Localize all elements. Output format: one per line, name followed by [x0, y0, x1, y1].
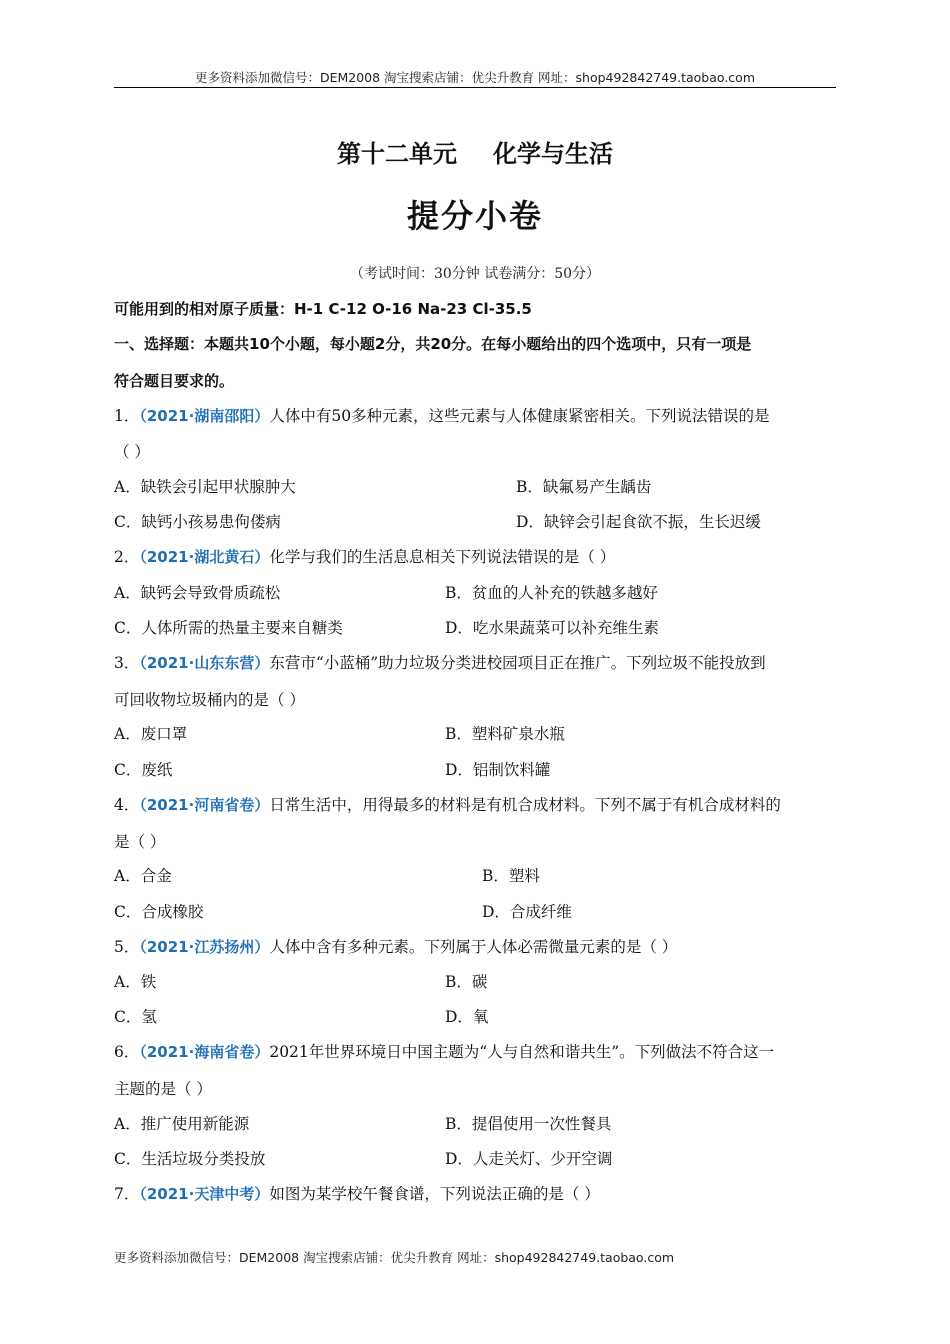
option-d: D．铝制饮料罐: [445, 761, 551, 779]
option-d: D．吃水果蔬菜可以补充维生素: [445, 619, 659, 637]
question-number: 7．: [114, 1185, 140, 1203]
option-a: A．铁: [114, 973, 157, 991]
question-6-cont: 主题的是（ ）: [114, 1080, 212, 1098]
question-3-cont: 可回收物垃圾桶内的是（ ）: [114, 691, 305, 709]
option-b: B．提倡使用一次性餐具: [445, 1115, 612, 1133]
question-source: （2021·海南省卷）: [139, 1043, 270, 1061]
option-a: A．推广使用新能源: [114, 1115, 250, 1133]
question-text: 化学与我们的生活息息相关下列说法错误的是（ ）: [269, 548, 616, 566]
question-text: 2021年世界环境日中国主题为“人与自然和谐共生”。下列做法不符合这一: [269, 1043, 775, 1061]
question-4: [114, 793, 781, 815]
question-4-cont: 是（ ）: [114, 833, 166, 851]
option-c: C．人体所需的热量主要来自糖类: [114, 619, 343, 637]
question-source: （2021·湖南邵阳）: [139, 407, 270, 425]
question-number: 6．: [114, 1043, 140, 1061]
option-c: C．缺钙小孩易患佝偻病: [114, 513, 281, 531]
question-text: 日常生活中，用得最多的材料是有机合成材料。下列不属于有机合成材料的: [269, 796, 781, 814]
unit-title: [0, 134, 950, 169]
question-3: [114, 651, 766, 673]
option-c: C．生活垃圾分类投放: [114, 1150, 266, 1168]
option-d: D．人走关灯、少开空调: [445, 1150, 613, 1168]
atomic-mass-line: 可能用到的相对原子质量：H-1 C-12 O-16 Na-23 Cl-35.5: [114, 300, 532, 318]
option-c: C．合成橡胶: [114, 903, 204, 921]
option-b: B．碳: [445, 973, 488, 991]
option-d: D．缺锌会引起食欲不振，生长迟缓: [516, 513, 761, 531]
question-number: 2．: [114, 548, 140, 566]
page-header: 更多资料添加微信号：DEM2008 淘宝搜索店铺：优尖升教育 网址：shop492842749.taobao.com: [194, 70, 756, 85]
question-source: （2021·江苏扬州）: [139, 938, 270, 956]
option-c: C．氢: [114, 1008, 157, 1026]
option-b: B．塑料矿泉水瓶: [445, 725, 565, 743]
question-7: [114, 1182, 600, 1204]
option-a: A．缺钙会导致骨质疏松: [114, 584, 281, 602]
unit-label: 第十二单元: [337, 140, 457, 168]
question-number: 3．: [114, 654, 140, 672]
option-a: A．合金: [114, 867, 172, 885]
question-number: 5．: [114, 938, 140, 956]
option-b: B．缺氟易产生龋齿: [516, 478, 652, 496]
question-source: （2021·湖北黄石）: [139, 548, 270, 566]
question-text: 东营市“小蓝桶”助力垃圾分类进校园项目正在推广。下列垃圾不能投放到: [269, 654, 766, 672]
page-footer: 更多资料添加微信号：DEM2008 淘宝搜索店铺：优尖升教育 网址：shop492842749.taobao.com: [114, 1250, 675, 1265]
option-d: D．合成纤维: [482, 903, 572, 921]
question-source: （2021·河南省卷）: [139, 796, 270, 814]
option-d: D．氧: [445, 1008, 489, 1026]
section-heading-cont: 符合题目要求的。: [114, 372, 235, 390]
section-heading: 一、选择题：本题共10个小题，每小题2分，共20分。在每小题给出的四个选项中，只有一项是: [114, 335, 752, 353]
header-divider: [114, 87, 836, 88]
question-text: 人体中有50多种元素，这些元素与人体健康紧密相关。下列说法错误的是: [269, 407, 770, 425]
question-source: （2021·山东东营）: [139, 654, 270, 672]
question-number: 4．: [114, 796, 140, 814]
question-1-blank: （ ）: [114, 443, 150, 461]
question-number: 1．: [114, 407, 140, 425]
question-6: [114, 1040, 774, 1062]
question-text: 人体中含有多种元素。下列属于人体必需微量元素的是（ ）: [269, 938, 678, 956]
question-2: [114, 545, 615, 567]
question-source: （2021·天津中考）: [139, 1185, 270, 1203]
question-text: 如图为某学校午餐食谱，下列说法正确的是（ ）: [269, 1185, 600, 1203]
option-a: A．废口罩: [114, 725, 188, 743]
option-b: B．贫血的人补充的铁越多越好: [445, 584, 658, 602]
question-1: [114, 404, 770, 426]
option-c: C．废纸: [114, 761, 173, 779]
unit-topic: 化学与生活: [493, 140, 613, 168]
page-title: 提分小卷: [406, 197, 543, 235]
exam-info: （考试时间：30分钟 试卷满分：50分）: [349, 266, 601, 282]
option-a: A．缺铁会引起甲状腺肿大: [114, 478, 296, 496]
option-b: B．塑料: [482, 867, 540, 885]
question-5: [114, 935, 677, 957]
